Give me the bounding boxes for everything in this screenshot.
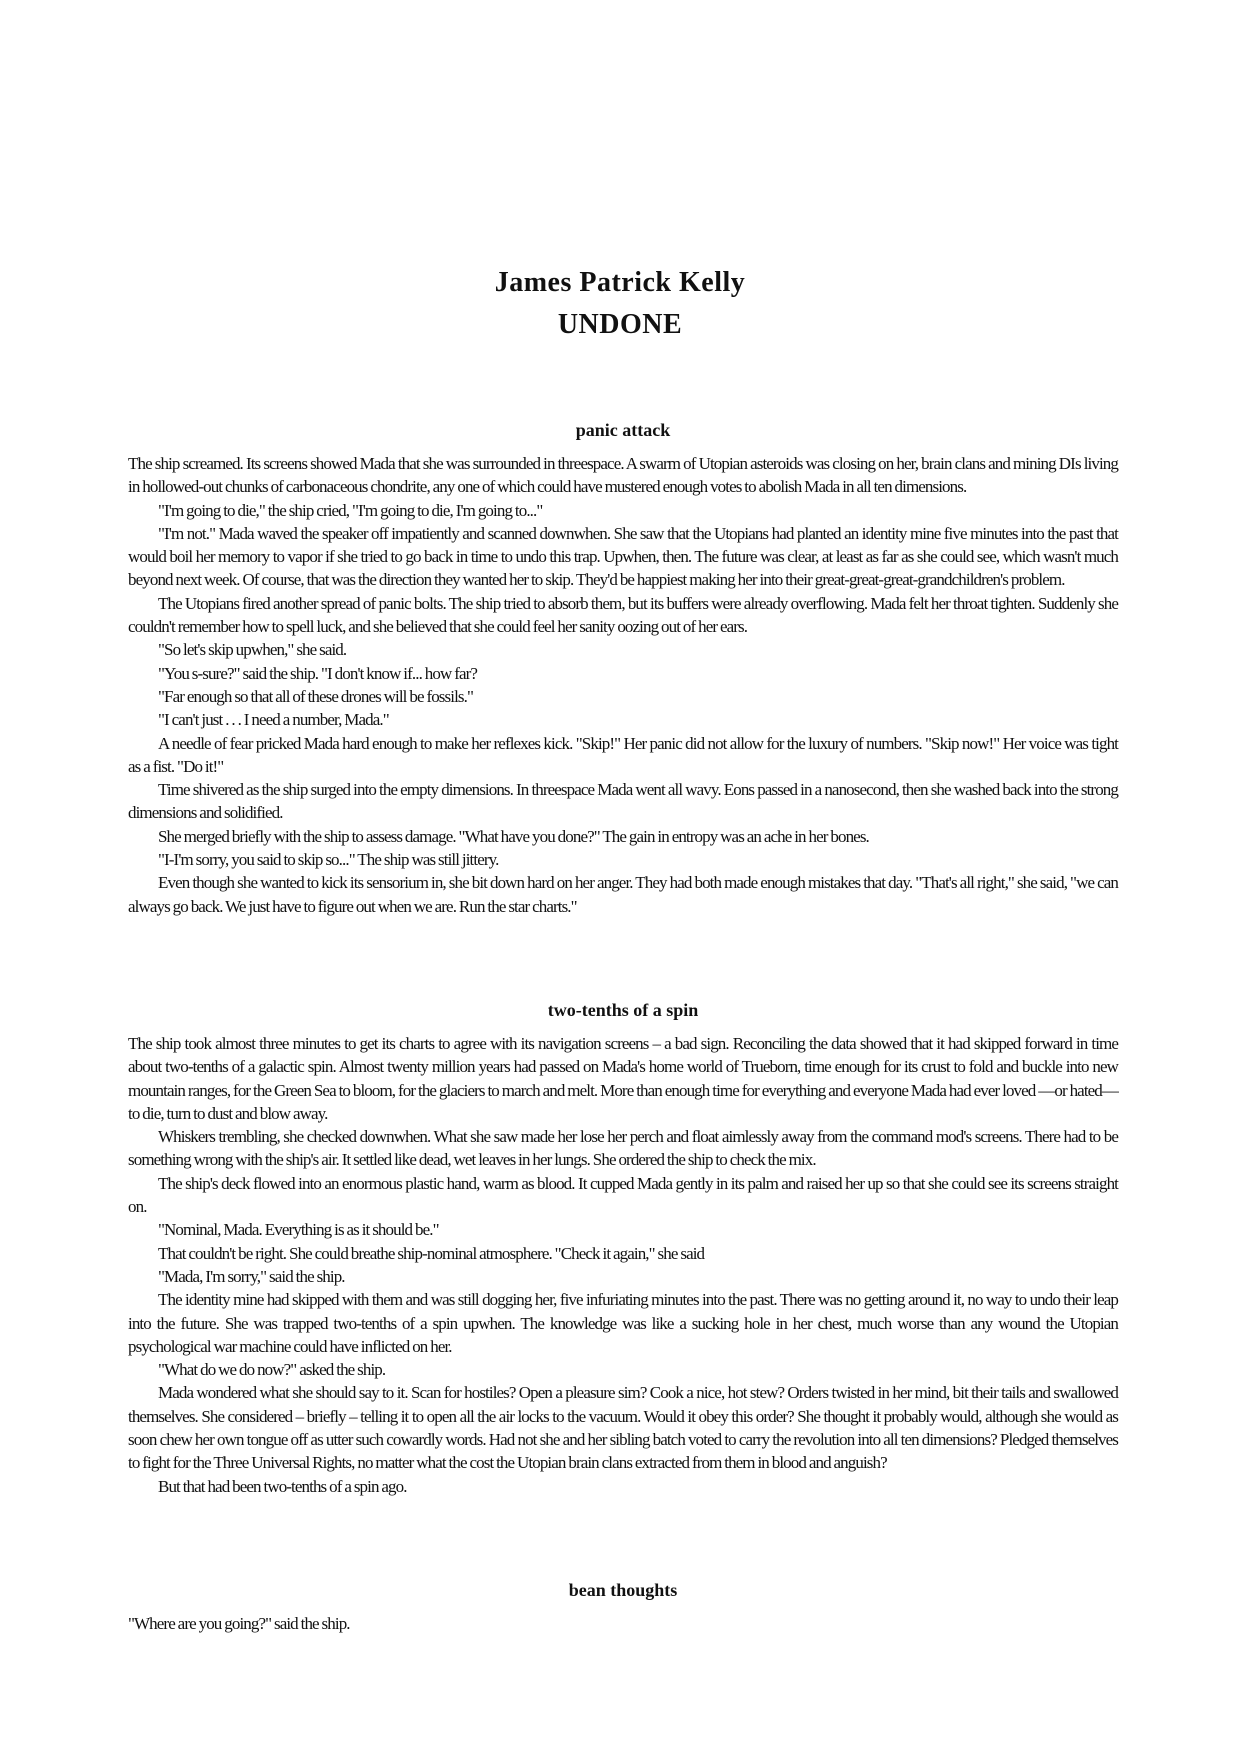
paragraph: "Where are you going?" said the ship. <box>128 1614 350 1633</box>
paragraph: But that had been two-tenths of a spin ago. <box>158 1476 407 1496</box>
paragraph: The ship screamed. Its screens showed Mada that she was surrounded in threespace. A swarm of Utopian asteroids was closing on her, brain clans and mining DIs living in hollowed-out chunks of carbonaceous chondrite, any one of which could have mustered enough votes to abolish Mada in all ten dimensions. <box>128 454 1118 497</box>
section-two-tenths-of-a-spin <box>128 998 1118 1498</box>
paragraph: Time shivered as the ship surged into the empty dimensions. In threespace Mada went all wavy. Eons passed in a nanosecond, then she washed back into the strong dimensions and solidified. <box>128 780 1118 823</box>
paragraph: "I-I'm sorry, you said to skip so..." The ship was still jittery. <box>158 850 499 870</box>
paragraph: The ship took almost three minutes to get its charts to agree with its navigation screens – a bad sign. Reconciling the data showed that it had skipped forward in time about two-tenths of a galactic spin. Almost twenty million years had passed on Mada's home world of Trueborn, time enough for its crust to fold and buckle into new mountain ranges, for the Green Sea to bloom, for the glaciers to march and melt. More than enough time for everything and everyone Mada had ever loved —or hated— to die, turn to dust and blow away. <box>128 1034 1118 1123</box>
paragraph: "What do we do now?" asked the ship. <box>158 1360 386 1380</box>
section-heading: bean thoughts <box>568 1580 678 1600</box>
author-name: James Patrick Kelly <box>494 267 746 298</box>
section-bean-thoughts <box>128 1578 1118 1635</box>
paragraph: "Far enough so that all of these drones will be fossils." <box>158 686 473 706</box>
paragraph: "Mada, I'm sorry," said the ship. <box>158 1266 345 1286</box>
paragraph: Whiskers trembling, she checked downwhen. What she saw made her lose her perch and float aimlessly away from the command mod's screens. There had to be something wrong with the ship's air. It settled like dead, wet leaves in her lungs. She ordered the ship to check the mix. <box>128 1127 1118 1170</box>
paragraph: That couldn't be right. She could breathe ship-nominal atmosphere. "Check it again," she said <box>158 1243 705 1263</box>
paragraph: "Nominal, Mada. Everything is as it should be." <box>158 1220 439 1240</box>
paragraph: "You s-sure?" said the ship. "I don't know if... how far? <box>158 663 478 683</box>
paragraph: Even though she wanted to kick its sensorium in, she bit down hard on her anger. They had both made enough mistakes that day. "That's all right," she said, "we can always go back. We just have to figure out when we are. Run the star charts." <box>128 873 1118 916</box>
paragraph: A needle of fear pricked Mada hard enough to make her reflexes kick. "Skip!" Her panic did not allow for the luxury of numbers. "Skip now!" Her voice was tight as a fist. "Do it!" <box>128 733 1118 776</box>
paragraph: "So let's skip upwhen," she said. <box>158 640 347 660</box>
section-heading: two-tenths of a spin <box>547 1000 699 1020</box>
paragraph: "I'm not." Mada waved the speaker off impatiently and scanned downwhen. She saw that the Utopians had planted an identity mine five minutes into the past that would boil her memory to vapor if she tried to go back in time to undo this trap. Upwhen, then. The future was clear, at least as far as she could see, which wasn't much beyond next week. Of course, that was the direction they wanted her to skip. They'd be happiest making her into their great-great-great-grandchildren's problem. <box>128 523 1118 590</box>
paragraph: "I'm going to die," the ship cried, "I'm going to die, I'm going to..." <box>158 500 543 520</box>
title-block <box>0 262 1240 346</box>
section-heading: panic attack <box>575 420 671 440</box>
paragraph: "I can't just . . . I need a number, Mada." <box>158 710 389 730</box>
paragraph: The ship's deck flowed into an enormous plastic hand, warm as blood. It cupped Mada gently in its palm and raised her up so that she could see its screens straight on. <box>128 1173 1118 1217</box>
paragraph: Mada wondered what she should say to it. Scan for hostiles? Open a pleasure sim? Cook a nice, hot stew? Orders twisted in her mind, bit their tails and swallowed themselves. She considered – briefly – telling it to open all the air locks to the vacuum. Would it obey this order? She thought it probably would, although she would as soon chew her own tongue off as utter such cowardly words. Had not she and her sibling batch voted to carry the revolution into all ten dimensions? Pledged themselves to fight for the Three Universal Rights, no matter what the cost the Utopian brain clans extracted from them in blood and anguish? <box>128 1383 1118 1473</box>
paragraph: The identity mine had skipped with them and was still dogging her, five infuriating minutes into the past. There was no getting around it, no way to undo their leap into the future. She was trapped two-tenths of a spin upwhen. The knowledge was like a sucking hole in her chest, much worse than any wound the Utopian psychological war machine could have inflicted on her. <box>128 1290 1118 1356</box>
section-panic-attack <box>128 418 1118 918</box>
paragraph: She merged briefly with the ship to assess damage. "What have you done?" The gain in entropy was an ache in her bones. <box>158 826 869 846</box>
paragraph: The Utopians fired another spread of panic bolts. The ship tried to absorb them, but its buffers were already overflowing. Mada felt her throat tighten. Suddenly she couldn't remember how to spell luck, and she believed that she could feel her sanity oozing out of her ears. <box>128 593 1118 637</box>
story-title: UNDONE <box>557 309 683 340</box>
